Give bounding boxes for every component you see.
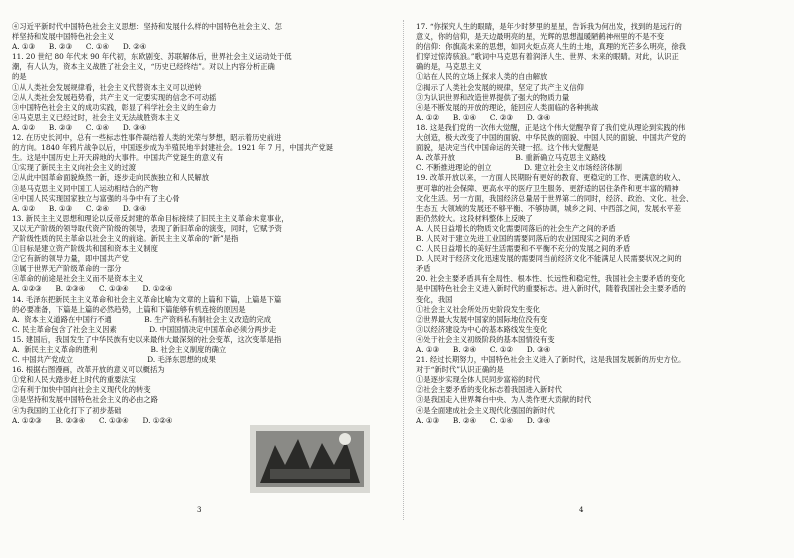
- text-line: ②从此中国革命面貌焕然一新，逐步走向民族独立和人民解放: [12, 173, 210, 183]
- text-line: ②有利于加快中国向社会主义现代化的转变: [12, 385, 151, 395]
- text-line: 又以无产阶级的领导取代资产阶级的领导，表现了新旧革命的演变，同时，它赋予资: [12, 223, 282, 233]
- text-line: ①党和人民大踏步赶上时代的重要法宝: [12, 375, 137, 385]
- text-line: ③是坚持和发展中国特色社会主义的必由之路: [12, 395, 158, 405]
- text-line: 的方向。1840 年鸦片战争以后，中国逐步成为半殖民地半封建社会。1921 年 7 月，中国共产党诞: [12, 143, 334, 153]
- text-line: A. ①③ B. ②④ C. ①④ D. ③④: [416, 415, 551, 425]
- text-line: ④是不断发展的开放的理论，能回应人类面临的各种挑战: [416, 102, 599, 112]
- text-line: ④马克思主义已经过时，社会主义无法战胜资本主义: [12, 112, 180, 122]
- text-line: A. ①②③ B. ②③④ C. ①③④ D. ①②④: [12, 284, 173, 294]
- text-line: 们穿过惊涛骇浪。”歌词中马克思有着润泽人生、世界、未来的眼睛。对此，认识正: [416, 52, 679, 62]
- text-line: 12. 在历史长河中，总有一些标志性事件凝结着人类的光荣与梦想，昭示着历史前进: [12, 133, 282, 143]
- text-line: A. ①③ B. ②④ C. ①② D. ③④: [416, 345, 551, 354]
- text-line: 是中国特色社会主义进入新时代的重要标志。进入新时代，随着我国社会主要矛盾的: [416, 284, 686, 294]
- text-line: A. 资本主义道路在中国行不通 B. 生产资料私有制社会主义改造的完成: [12, 314, 272, 324]
- text-line: ③是我国走入世界舞台中央、为人类作更大贡献的时代: [416, 395, 592, 405]
- text-line: 样坚持和发展中国特色社会主义: [12, 32, 115, 42]
- text-line: 矛盾: [416, 264, 431, 274]
- text-line: 面貌，是决定当代中国命运的关键一招。这个伟大觉醒是: [416, 143, 599, 153]
- text-line: A. 人民日益增长的物质文化需要同落后的社会生产之间的矛盾: [416, 223, 616, 233]
- text-line: 14. 毛泽东把新民主主义革命和社会主义革命比喻为文章的上篇和下篇，上篇是下篇: [12, 294, 282, 304]
- text-line: 15. 建国后，我国发生了中华民族有史以来最伟大最深刻的社会变革，这次变革是指: [12, 334, 282, 344]
- text-line: A. 新民主主义革命的胜利 B. 社会主义制度的确立: [12, 345, 227, 354]
- text-line: ③以经济建设为中心的基本路线发生变化: [416, 324, 548, 334]
- text-line: A. ①② B. ②③ C. ①④ D. ③④: [12, 122, 147, 132]
- text-line: ①站在人民的立场上探求人类的自由解放: [416, 72, 548, 82]
- text-line: B. 人民对于建立先进工业国的需要同落后的农业国现实之间的矛盾: [416, 233, 631, 243]
- text-line: ①实现了新民主主义向社会主义的过渡: [12, 163, 137, 173]
- text-line: 确的是，马克思主义: [416, 62, 482, 72]
- text-line: ④是全面建成社会主义现代化强国的新时代: [416, 405, 555, 415]
- text-line: 的是: [12, 72, 27, 82]
- page-number-right: 4: [579, 506, 584, 514]
- text-line: 生。这是中国历史上开天辟地的大事件。中国共产党诞生的意义有: [12, 153, 224, 163]
- text-line: 19. 改革开放以来，一方面人民期盼有更好的教育、更稳定的工作、更满意的收入、: [416, 173, 686, 183]
- text-line: C. 人民日益增长的美好生活需要和不平衡不充分的发展之间的矛盾: [416, 244, 631, 254]
- text-line: ②世界最大发展中国家的国际地位没有变: [416, 314, 548, 324]
- text-line: ③是马克思主义同中国工人运动相结合的产物: [12, 183, 158, 193]
- text-line: 13. 新民主主义思想和理论以反帝反封建的革命目标接续了旧民主主义革命未竟事业，: [12, 213, 289, 223]
- text-line: 20. 社会主要矛盾具有全局性、根本性、长远性和稳定性，我国社会主要矛盾的变化: [416, 274, 686, 284]
- text-line: ④中国人民实现国家独立与富强的斗争中有了主心骨: [12, 193, 180, 203]
- text-line: 18. 这是我们党的一次伟大觉醒，正是这个伟大觉醒孕育了我们党从理论到实践的伟: [416, 122, 686, 132]
- text-line: ④革命的前途是社会主义而不是资本主义: [12, 274, 144, 284]
- text-line: D. 人民对于经济文化迅速发展的需要同当前经济文化不能满足人民需要状况之间的: [416, 254, 682, 264]
- text-line: ①社会主义社会所处历史阶段发生变化: [416, 304, 541, 314]
- text-line: ③属于世界无产阶级革命的一部分: [12, 264, 122, 274]
- text-line: 21. 经过长期努力，中国特色社会主义进入了新时代，这是我国发展新的历史方位。: [416, 355, 686, 365]
- text-line: A. ①②③ B. ②③④ C. ①③④ D. ①②④: [12, 415, 173, 425]
- left-column: [12, 22, 387, 426]
- text-line: 距仍然较大。这段材料整体上反映了: [416, 213, 533, 223]
- text-line: ④处于社会主义初级阶段的基本国情没有变: [416, 334, 555, 344]
- text-line: ①是逐步实现全体人民同步富裕的时代: [416, 375, 541, 385]
- text-line: A. 改革开放 B. 重新确立马克思主义路线: [416, 153, 606, 163]
- text-line: 16. 根据右图漫画，改革开放的意义可以概括为: [12, 365, 165, 375]
- text-line: C. 中国共产党成立 D. 毛泽东思想的成果: [12, 355, 216, 365]
- text-line: ③为认识世界和改造世界提供了强大的物质力量: [416, 92, 570, 102]
- text-line: A. ①② B. ①④ C. ②③ D. ③④: [416, 112, 551, 122]
- text-line: 生态五 大领域的发展还不够平衡、不够协调，城乡之间、中西部之间，发展水平差: [416, 203, 682, 213]
- text-line: 17. “你探究人生的眼睛，是年少时梦里的星星，告诉我为何出发，找到的是远行的: [416, 22, 682, 31]
- text-line: ①从人类社会发展规律看，社会主义代替资本主义可以逆转: [12, 82, 202, 92]
- text-line: 产阶级性质的民主革命以社会主义的前途。新民主主义革命的“新”是指: [12, 233, 239, 243]
- text-line: C. 民主革命包含了社会主义因素 D. 中国国情决定中国革命必须分两步走: [12, 324, 277, 334]
- text-line: 意义，你的信仰，是天边最明亮的星，光辉的思想温暖陋鹤神州里的不是不变: [416, 32, 665, 42]
- text-line: ②社会主要矛盾的变化标志着我国进入新时代: [416, 385, 562, 395]
- text-line: ②它有新的领导力量，即中国共产党: [12, 254, 129, 264]
- text-line: 文化生活。另一方面，我国经济总量居于世界第二的同时，经济、政治、文化、社会、: [416, 193, 694, 203]
- text-line: ④为我国的工业化打下了初步基础: [12, 405, 122, 415]
- text-line: 对于“新时代”认识正确的是: [416, 365, 504, 375]
- text-line: 的信仰：你旗高未来的思想，如同火炬点亮人生的土地，真理的光芒多么明亮，徐我: [416, 42, 686, 52]
- text-line: A. ①③ B. ②③ C. ①④ D. ②④: [12, 42, 147, 52]
- text-line: 潮，有人认为，资本主义战胜了社会主义，“历史已经终结”。对以上内容分析正确: [12, 62, 275, 72]
- text-line: 11. 20 世纪 80 年代末 90 年代初，东欧剧变、苏联解体后，世界社会主义运动处于低: [12, 52, 292, 62]
- text-line: 大创造，极大改变了中国的面貌、中华民族的面貌、中国人民的面貌、中国共产党的: [416, 133, 686, 143]
- text-line: 变化，我国: [416, 294, 453, 304]
- text-line: ②从人类社会发展趋势看，共产主义一定要实现的信念不可动摇: [12, 92, 217, 102]
- text-line: ④习近平新时代中国特色社会主义思想：坚持和发展什么样的中国特色社会主义、怎: [12, 22, 282, 31]
- text-line: C. 不断推进理论的创立 D. 建立社会主义市场经济体制: [416, 163, 622, 173]
- text-line: ③中国特色社会主义的成功实践，彰显了科学社会主义的生命力: [12, 102, 217, 112]
- text-line: A. ①② B. ①③ C. ②④ D. ③④: [12, 203, 147, 213]
- text-line: 更可靠的社会保障、更高水平的医疗卫生服务、更舒适的居住条件和更丰富的精神: [416, 183, 679, 193]
- text-line: ②揭示了人类社会发展的规律，坚定了共产主义信仰: [416, 82, 584, 92]
- text-line: ①目标是建立资产阶级共和国和资本主义制度: [12, 244, 158, 254]
- right-column: [416, 22, 786, 426]
- reform-cartoon-image: [250, 425, 370, 493]
- column-divider: [403, 20, 404, 520]
- page-number-left: 3: [197, 506, 202, 514]
- text-line: 的必要准备，下篇是上篇的必然趋势，上篇和下篇能够有机连接的原因是: [12, 304, 246, 314]
